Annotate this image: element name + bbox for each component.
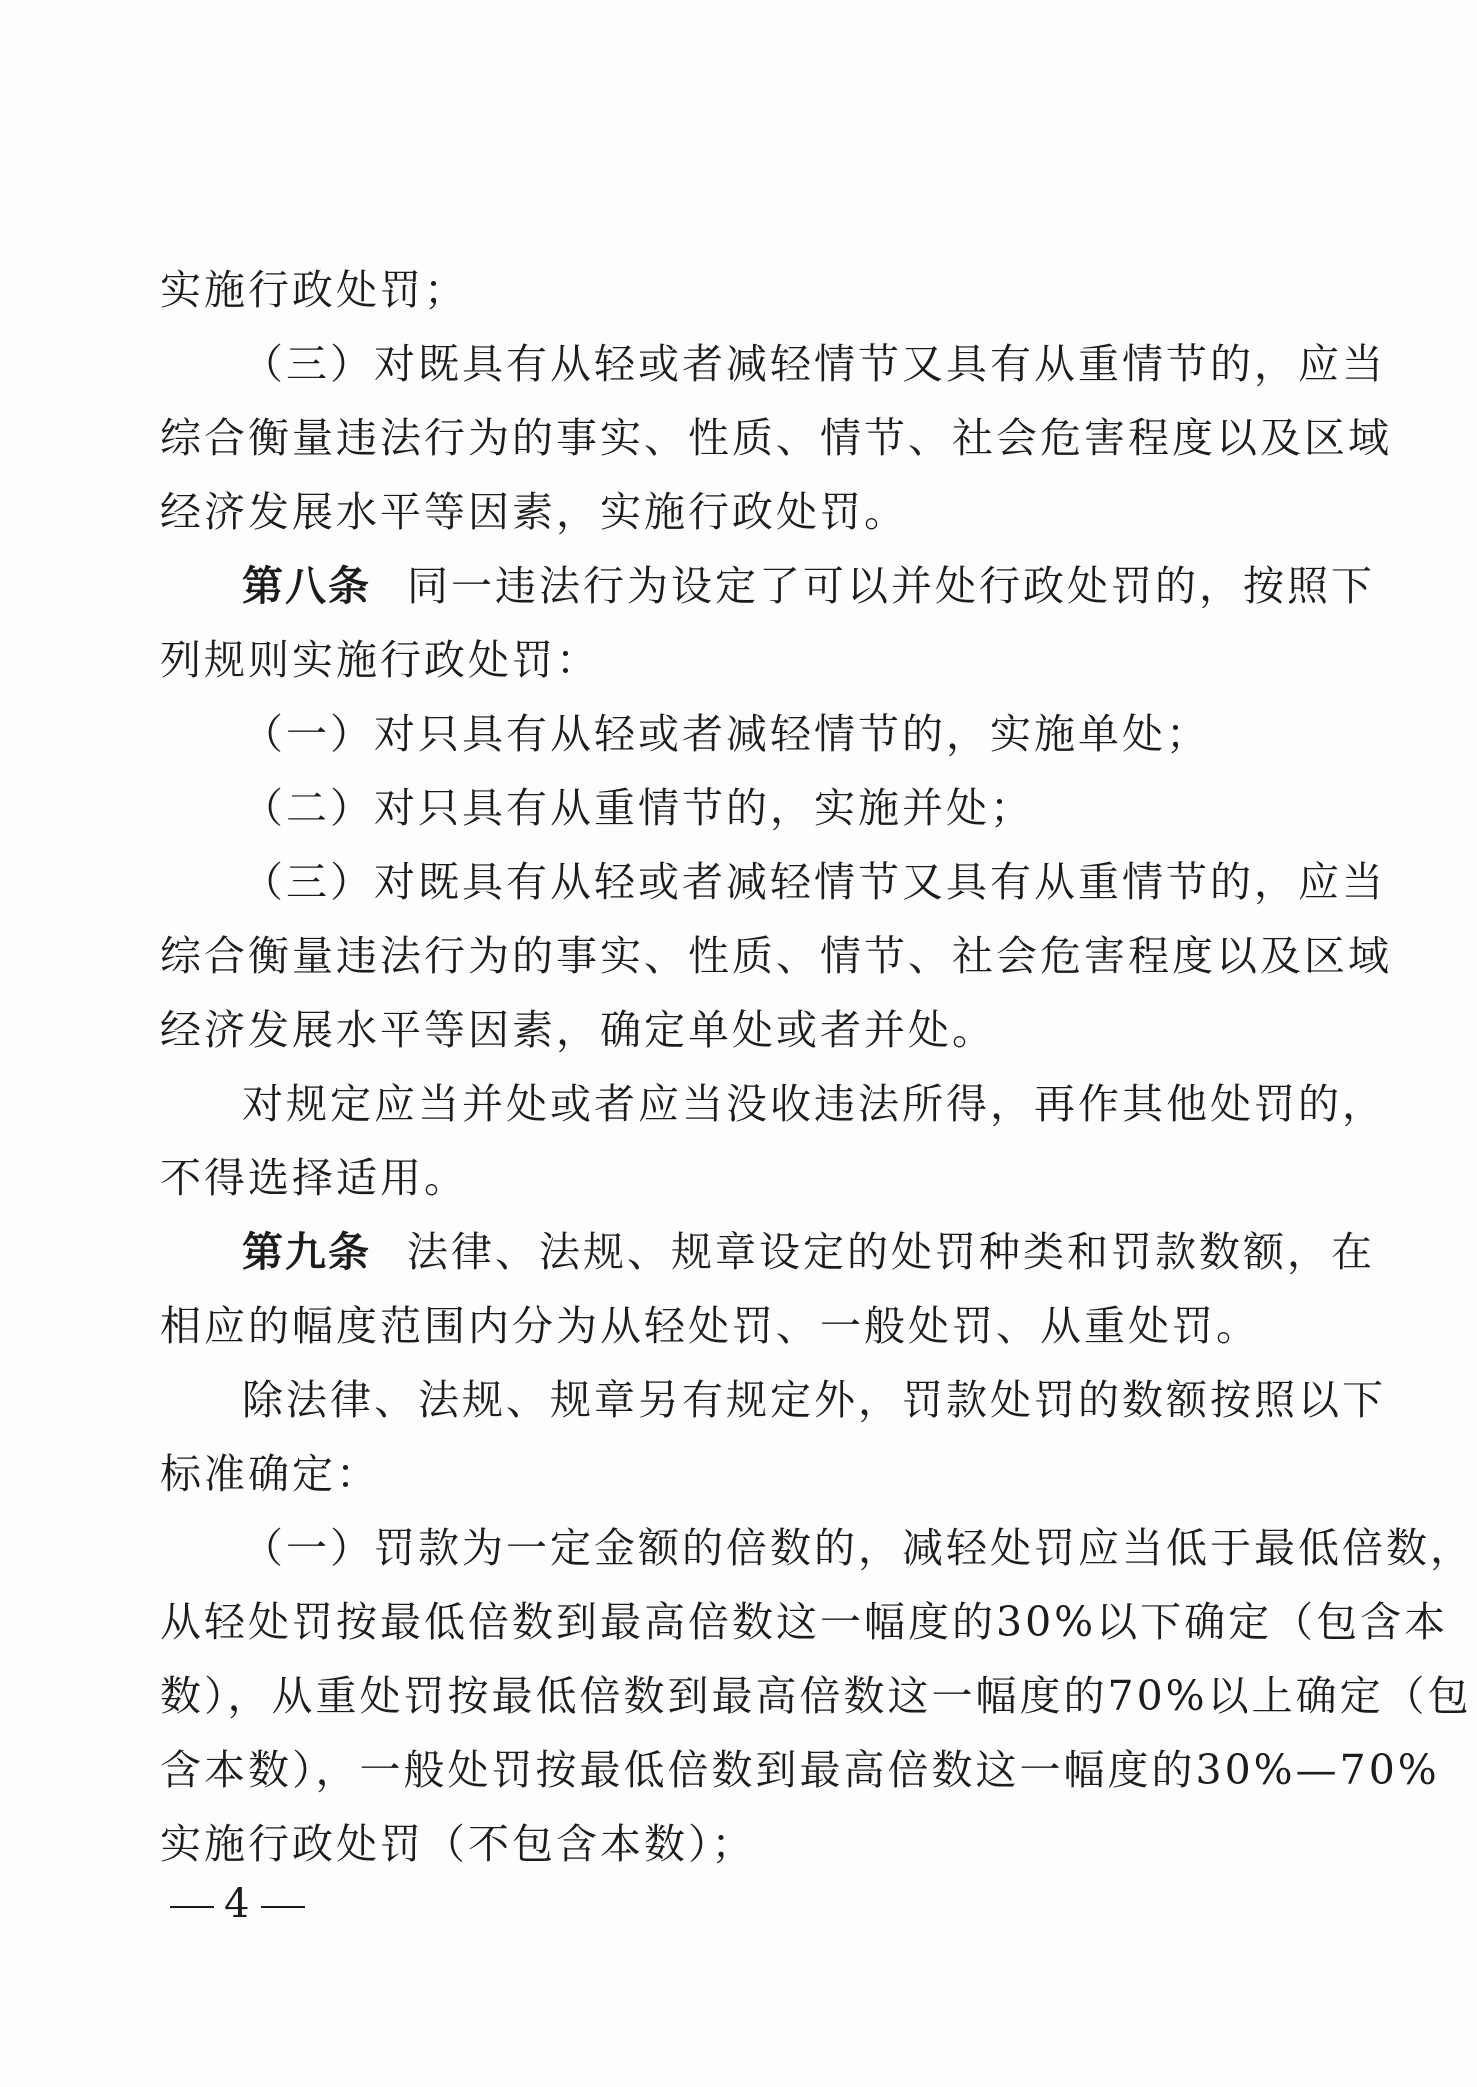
text-line: 除法律、法规、规章另有规定外，罚款处罚的数额按照以下	[242, 1376, 1386, 1424]
text-line: 对规定应当并处或者应当没收违法所得，再作其他处罚的，	[242, 1080, 1386, 1128]
text-line: （三）对既具有从轻或者减轻情节又具有从重情节的，应当	[242, 858, 1386, 906]
text-line: 不得选择适用。	[160, 1154, 468, 1202]
text-line: 实施行政处罚（不包含本数）；	[160, 1820, 756, 1868]
page-number: 4	[224, 1881, 252, 1927]
text-line: 列规则实施行政处罚：	[160, 636, 600, 684]
text-line: （一）罚款为一定金额的倍数的，减轻处罚应当低于最低倍数，	[242, 1524, 1474, 1572]
dash-left	[170, 1906, 214, 1908]
article-text: 法律、法规、规章设定的处罚种类和罚款数额，在	[407, 1228, 1375, 1276]
text-line: 标准确定：	[160, 1450, 380, 1498]
text-line: 数），从重处罚按最低倍数到最高倍数这一幅度的70%以上确定（包	[160, 1672, 1472, 1720]
article-heading: 第八条	[242, 562, 371, 610]
text-line: 经济发展水平等因素，实施行政处罚。	[160, 488, 908, 536]
text-line: 含本数），一般处罚按最低倍数到最高倍数这一幅度的30%—70%	[160, 1746, 1440, 1794]
text-line: 相应的幅度范围内分为从轻处罚、一般处罚、从重处罚。	[160, 1302, 1260, 1350]
article-heading: 第九条	[242, 1228, 371, 1276]
article-9-line	[242, 1214, 1375, 1290]
text-line: 综合衡量违法行为的事实、性质、情节、社会危害程度以及区域	[160, 932, 1392, 980]
text-line: 从轻处罚按最低倍数到最高倍数这一幅度的30%以下确定（包含本	[160, 1598, 1449, 1646]
dash-right	[261, 1906, 305, 1908]
text-line: （二）对只具有从重情节的，实施并处；	[242, 784, 1034, 832]
text-line: （一）对只具有从轻或者减轻情节的，实施单处；	[242, 710, 1210, 758]
text-line: 综合衡量违法行为的事实、性质、情节、社会危害程度以及区域	[160, 414, 1392, 462]
text-line: （三）对既具有从轻或者减轻情节又具有从重情节的，应当	[242, 340, 1386, 388]
text-line: 实施行政处罚；	[160, 266, 468, 314]
page-number-footer	[160, 1874, 315, 1934]
text-line: 经济发展水平等因素，确定单处或者并处。	[160, 1006, 996, 1054]
article-text: 同一违法行为设定了可以并处行政处罚的，按照下	[407, 562, 1375, 610]
article-8-line	[242, 548, 1375, 624]
